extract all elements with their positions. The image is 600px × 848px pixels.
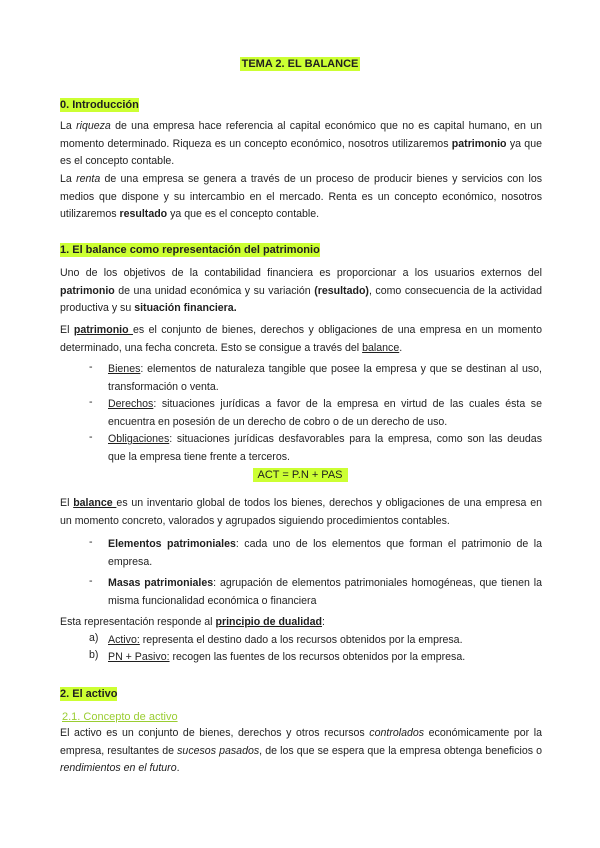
- text-run: La: [60, 120, 77, 132]
- text-run: El activo es un conjunto de bienes, derechos y otros recursos: [60, 727, 370, 739]
- text-run: La: [60, 173, 77, 185]
- list-item-masas-patrimoniales: [108, 575, 542, 610]
- section-0-heading: [60, 95, 139, 113]
- list-label: b): [89, 649, 99, 661]
- term-elementos-patrimoniales: Elementos patrimoniales: [108, 538, 236, 550]
- text-run: : elementos de naturaleza tangible que posee la empresa y que se destinan al uso, transformación o venta.: [108, 363, 542, 393]
- text-run: El: [60, 497, 74, 509]
- balance-objectives-paragraph: [60, 265, 542, 318]
- term-rendimientos-futuro: rendimientos en el futuro: [60, 762, 177, 774]
- text-run: .: [399, 341, 403, 354]
- list-dash: -: [89, 536, 93, 548]
- dualidad-paragraph: [60, 614, 542, 632]
- document-title: [0, 58, 600, 70]
- text-run: es un inventario global de todos los bienes, derechos y obligaciones de una empresa en un momento concreto, valorados y agrupados siguiendo procedimientos contables.: [60, 497, 542, 527]
- text-run: : situaciones jurídicas desfavorables para la empresa, como son las deudas que la empresa tiene frente a terceros.: [108, 433, 542, 463]
- term-obligaciones: Obligaciones: [108, 433, 170, 445]
- list-dash: -: [89, 361, 93, 373]
- text-run: :: [322, 616, 325, 628]
- text-run: , como consecuencia de la actividad productiva y su: [60, 284, 542, 314]
- text-run: recogen las fuentes de los recursos obtenidos por la empresa.: [169, 651, 466, 663]
- section-2-heading-text: 2. El activo: [60, 688, 118, 700]
- text-run: de una empresa hace referencia al capital económico que no es capital humano, en un momento determinado. Riqueza es un concepto económico, nosotros utilizaremos: [60, 120, 542, 150]
- text-run: : agrupación de elementos patrimoniales homogéneas, que tienen la misma funcionalidad económica o financiera: [108, 577, 543, 607]
- term-patrimonio: patrimonio: [60, 284, 115, 297]
- term-controlados: controlados: [369, 727, 425, 739]
- activo-definition-paragraph: [60, 725, 542, 778]
- term-balance: balance: [362, 341, 400, 354]
- list-item-pn-pasivo: [108, 649, 542, 667]
- text-run: económicamente por la empresa, resultantes de: [60, 727, 542, 757]
- patrimonio-definition-paragraph: [60, 322, 542, 357]
- subsection-2-1-heading: [62, 707, 178, 725]
- list-item-bienes: [108, 361, 542, 396]
- term-principio-dualidad: principio de dualidad: [215, 616, 323, 628]
- text-run: representa el destino dado a los recursos obtenidos por la empresa.: [139, 634, 463, 646]
- term-situacion-financiera: situación financiera.: [134, 302, 237, 314]
- term-resultado: resultado: [119, 208, 168, 220]
- term-resultado: (resultado): [314, 284, 369, 297]
- document-title-text: TEMA 2. EL BALANCE: [241, 58, 359, 70]
- balance-equation: [0, 469, 600, 481]
- term-patrimonio: patrimonio: [451, 137, 507, 150]
- intro-paragraph-renta: [60, 171, 542, 224]
- text-run: de una empresa se genera a través de un proceso de producir bienes y servicios con los medios que dispone y su intercambio en el mercado. Renta es un concepto económico, nosotros utilizaremos: [60, 173, 543, 220]
- balance-equation-text: ACT = P.N + PAS: [253, 468, 348, 482]
- list-dash: -: [89, 396, 93, 408]
- term-balance: balance: [73, 497, 117, 509]
- subsection-2-1-heading-text: 2.1. Concepto de activo: [62, 711, 178, 723]
- text-run: de una unidad económica y su variación: [114, 284, 315, 297]
- list-item-obligaciones: [108, 431, 542, 466]
- text-run: : cada uno de los elementos que forman el patrimonio de la empresa.: [108, 538, 542, 568]
- text-run: es el conjunto de bienes, derechos y obligaciones de una empresa en un momento determinado, una fecha concreta. Esto se consigue a través del: [60, 324, 542, 354]
- section-0-heading-text: 0. Introducción: [60, 99, 139, 111]
- text-run: ya que es el concepto contable.: [167, 208, 320, 220]
- term-renta: renta: [76, 173, 101, 185]
- term-derechos: Derechos: [108, 398, 154, 410]
- text-run: : situaciones jurídicas a favor de la empresa en virtud de las cuales ésta se encuentra en posesión de un derecho de cobro o de un derecho de uso.: [108, 398, 542, 428]
- term-bienes: Bienes: [108, 363, 141, 375]
- section-1-heading-text: 1. El balance como representación del patrimonio: [60, 244, 320, 256]
- text-run: .: [176, 762, 180, 774]
- balance-definition-paragraph: [60, 495, 542, 530]
- text-run: El: [60, 324, 74, 336]
- text-run: Esta representación responde al: [60, 616, 216, 628]
- term-sucesos-pasados: sucesos pasados: [177, 744, 260, 757]
- text-run: Uno de los objetivos de la contabilidad financiera es proporcionar a los usuarios externos del: [60, 267, 542, 279]
- list-label: a): [89, 632, 99, 644]
- text-run: , de los que se espera que la empresa obtenga beneficios o: [259, 744, 543, 757]
- term-activo: Activo:: [108, 634, 140, 646]
- list-item-activo: [108, 632, 542, 650]
- text-run: ya que es el concepto contable.: [60, 137, 542, 167]
- list-item-elementos-patrimoniales: [108, 536, 542, 571]
- list-dash: -: [89, 575, 93, 587]
- term-masas-patrimoniales: Masas patrimoniales: [108, 577, 214, 589]
- list-item-derechos: [108, 396, 542, 431]
- section-2-heading: [60, 684, 117, 702]
- section-1-heading: [60, 240, 320, 258]
- term-patrimonio: patrimonio: [73, 324, 133, 336]
- term-riqueza: riqueza: [76, 120, 111, 132]
- intro-paragraph-riqueza: [60, 118, 542, 171]
- list-dash: -: [89, 431, 93, 443]
- term-pn-pasivo: PN + Pasivo:: [108, 651, 170, 663]
